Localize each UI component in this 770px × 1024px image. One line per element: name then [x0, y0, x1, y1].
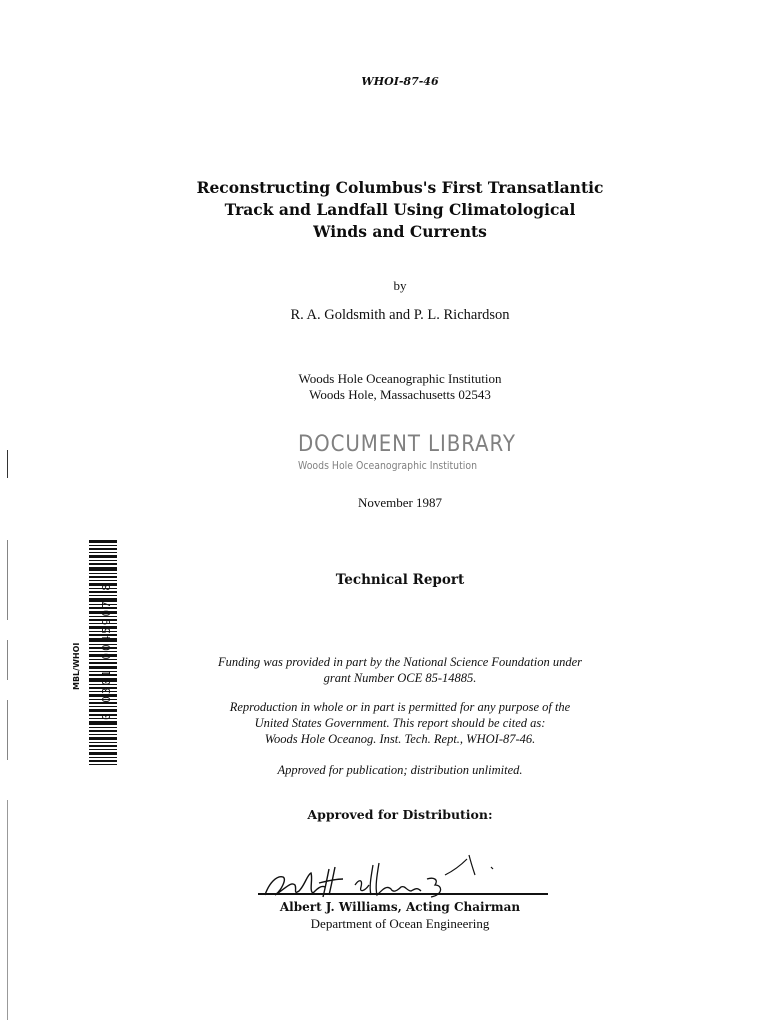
reproduction-line-3: Woods Hole Oceanog. Inst. Tech. Rept., WHOI-87-46.	[264, 732, 536, 746]
scan-edge-mark	[7, 450, 8, 478]
funding-line-1: Funding was provided in part by the National Science Foundation under	[217, 655, 583, 669]
by-line: by	[393, 278, 407, 293]
institution-address	[0, 371, 770, 403]
distribution-heading: Approved for Distribution:	[307, 807, 493, 822]
stamp-line-1: DOCUMENT LIBRARY	[298, 432, 516, 457]
institution-location: Woods Hole, Massachusetts 02543	[309, 387, 491, 402]
report-title	[0, 177, 770, 243]
scan-edge-mark	[7, 700, 8, 760]
barcode-library-label: MBL/WHOI	[72, 642, 81, 690]
title-line-2: Track and Landfall Using Climatological	[224, 200, 576, 219]
title-line-3: Winds and Currents	[313, 222, 487, 241]
stamp-line-2: Woods Hole Oceanographic Institution	[298, 459, 478, 472]
signer-department: Department of Ocean Engineering	[310, 916, 490, 931]
report-number: WHOI-87-46	[361, 75, 439, 88]
scan-edge-mark	[7, 540, 8, 620]
reproduction-line-1: Reproduction in whole or in part is permitted for any purpose of the	[229, 700, 571, 714]
institution-name: Woods Hole Oceanographic Institution	[298, 371, 502, 386]
report-date: November 1987	[357, 495, 443, 510]
scan-edge-mark	[7, 640, 8, 680]
signer-name: Albert J. Williams, Acting Chairman	[279, 900, 521, 914]
title-line-1: Reconstructing Columbus's First Transatlantic	[196, 178, 604, 197]
handwritten-signature	[255, 845, 515, 905]
reproduction-line-2: United States Government. This report should be cited as:	[254, 716, 546, 730]
scan-edge-mark	[7, 800, 8, 1020]
report-type: Technical Report	[335, 572, 465, 588]
approval-statement: Approved for publication; distribution unlimited.	[277, 763, 523, 777]
library-stamp	[298, 432, 540, 472]
authors: R. A. Goldsmith and P. L. Richardson	[290, 307, 510, 323]
barcode-id-number: 0 0301 0045907 8	[100, 582, 113, 720]
funding-line-2: grant Number OCE 85-14885.	[323, 671, 477, 685]
signature-line	[258, 893, 548, 895]
